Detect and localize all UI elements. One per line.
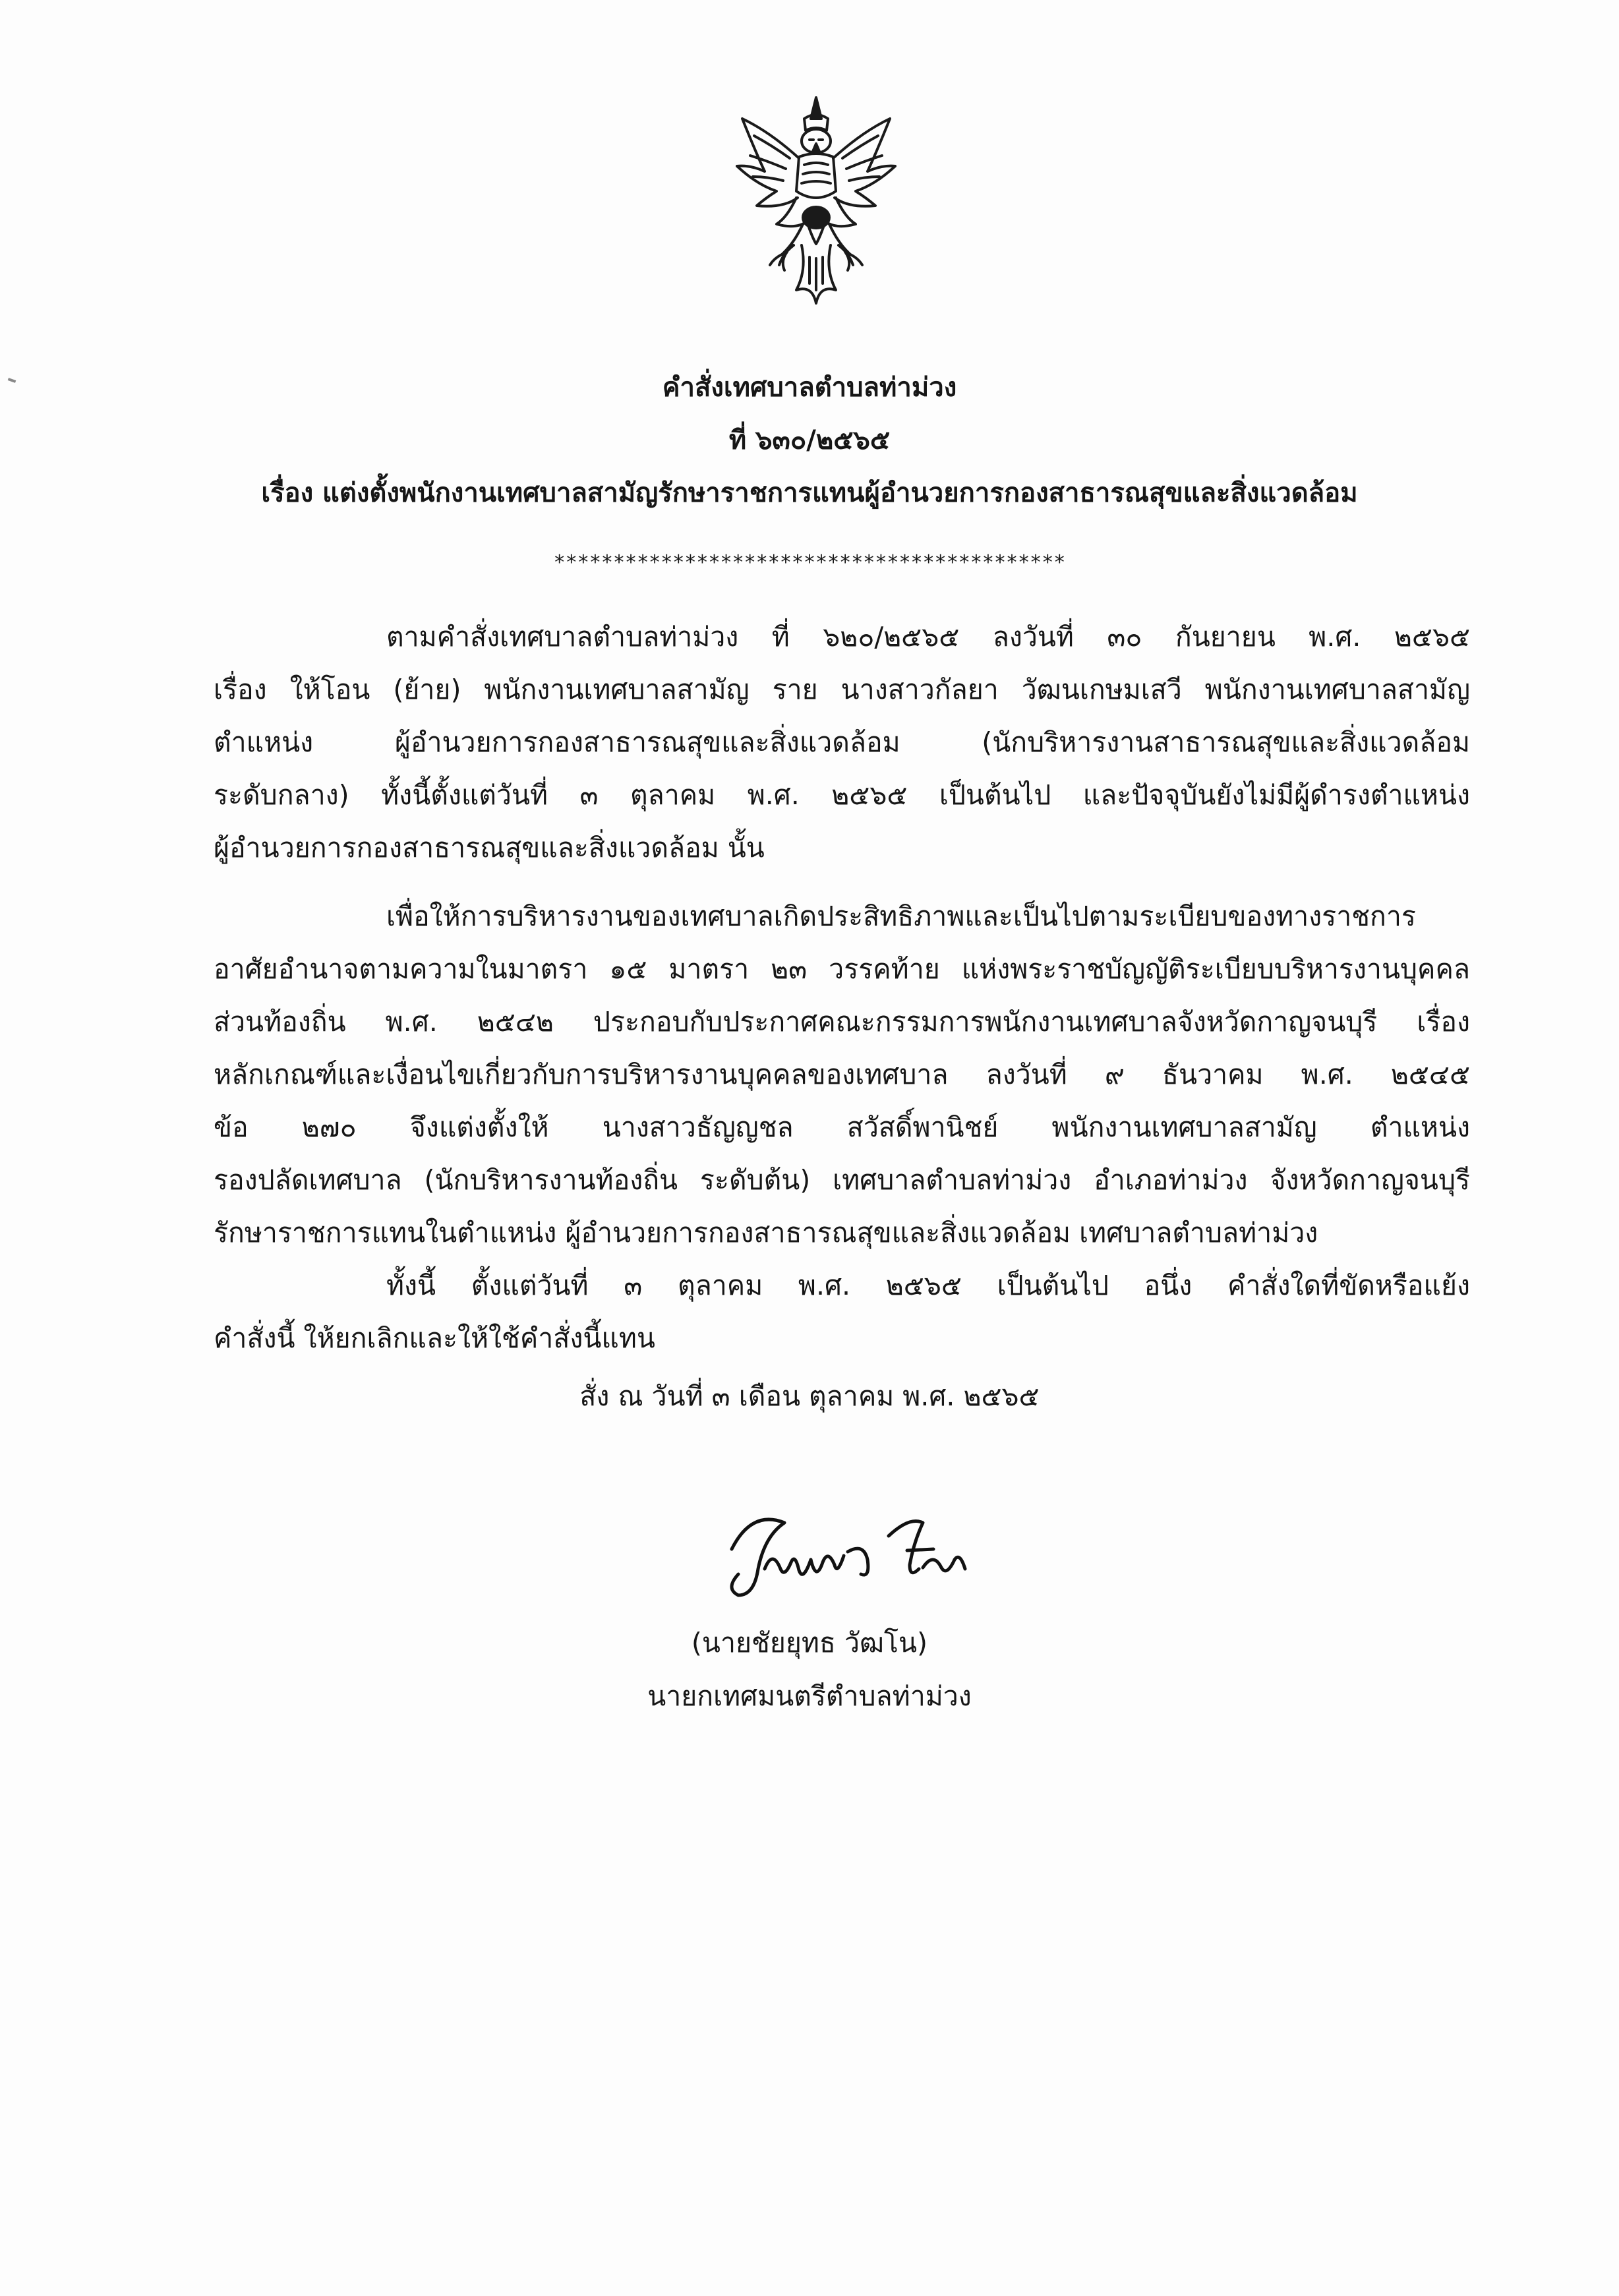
paragraph-3-line: ทั้งนี้ ตั้งแต่วันที่ ๓ ตุลาคม พ.ศ. ๒๕๖๕ เป็นต้นไป อนึ่ง คำสั่งใดที่ขัดหรือแย้ง — [386, 1270, 1470, 1301]
handwritten-signature — [712, 1496, 989, 1608]
paragraph-1-line: ตามคำสั่งเทศบาลตำบลท่าม่วง ที่ ๖๒๐/๒๕๖๕ ลงวันที่ ๓๐ กันยายน พ.ศ. ๒๕๖๕ — [386, 621, 1470, 653]
order-title: คำสั่งเทศบาลตำบลท่าม่วง — [662, 372, 957, 403]
paragraph-1-line: เรื่อง ให้โอน (ย้าย) พนักงานเทศบาลสามัญ ราย นางสาวกัลยา วัฒนเกษมเสวี พนักงานเทศบาลสามัญ — [214, 674, 1470, 705]
separator-line: ******************************************* — [553, 551, 1066, 574]
paragraph-1-line: ระดับกลาง) ทั้งนี้ตั้งแต่วันที่ ๓ ตุลาคม พ.ศ. ๒๕๖๕ เป็นต้นไป และปัจจุบันยังไม่มีผู้ดำรงตำแหน่ง — [214, 779, 1470, 811]
order-subject: เรื่อง แต่งตั้งพนักงานเทศบาลสามัญรักษาราชการแทนผู้อำนวยการกองสาธารณสุขและสิ่งแวดล้อม — [261, 478, 1358, 508]
paragraph-2-line: รักษาราชการแทนในตำแหน่ง ผู้อำนวยการกองสาธารณสุขและสิ่งแวดล้อม เทศบาลตำบลท่าม่วง — [214, 1217, 1318, 1249]
scan-speck — [8, 378, 16, 383]
signer-name: (นายชัยยุทธ วัฒโน) — [691, 1627, 928, 1659]
paragraph-3-line: คำสั่งนี้ ให้ยกเลิกและให้ใช้คำสั่งนี้แทน — [214, 1322, 655, 1354]
paragraph-1-line: ตำแหน่ง ผู้อำนวยการกองสาธารณสุขและสิ่งแวดล้อม (นักบริหารงานสาธารณสุขและสิ่งแวดล้อม — [214, 726, 1470, 758]
garuda-emblem-icon — [730, 92, 902, 310]
paragraph-1-line: ผู้อำนวยการกองสาธารณสุขและสิ่งแวดล้อม นั้น — [214, 832, 765, 864]
paragraph-2-line: อาศัยอำนาจตามความในมาตรา ๑๕ มาตรา ๒๓ วรรคท้าย แห่งพระราชบัญญัติระเบียบบริหารงานบุคคล — [214, 953, 1470, 985]
paragraph-2-line: รองปลัดเทศบาล (นักบริหารงานท้องถิ่น ระดับต้น) เทศบาลตำบลท่าม่วง อำเภอท่าม่วง จังหวัดกาญจนบุรี — [214, 1164, 1470, 1196]
signer-title: นายกเทศมนตรีตำบลท่าม่วง — [647, 1680, 972, 1712]
paragraph-2-line: หลักเกณฑ์และเงื่อนไขเกี่ยวกับการบริหารงานบุคคลของเทศบาล ลงวันที่ ๙ ธันวาคม พ.ศ. ๒๕๔๕ — [214, 1059, 1470, 1090]
order-date: สั่ง ณ วันที่ ๓ เดือน ตุลาคม พ.ศ. ๒๕๖๕ — [579, 1380, 1040, 1412]
order-number: ที่ ๖๓๐/๒๕๖๕ — [728, 425, 891, 456]
paragraph-2-line: ส่วนท้องถิ่น พ.ศ. ๒๕๔๒ ประกอบกับประกาศคณะกรรมการพนักงานเทศบาลจังหวัดกาญจนบุรี เรื่อง — [214, 1006, 1470, 1038]
paragraph-2-line: ข้อ ๒๗๐ จึงแต่งตั้งให้ นางสาวธัญญชล สวัสดิ์พานิชย์ พนักงานเทศบาลสามัญ ตำแหน่ง — [214, 1111, 1470, 1143]
paragraph-2-line: เพื่อให้การบริหารงานของเทศบาลเกิดประสิทธิภาพและเป็นไปตามระเบียบของทางราชการ — [386, 900, 1416, 932]
